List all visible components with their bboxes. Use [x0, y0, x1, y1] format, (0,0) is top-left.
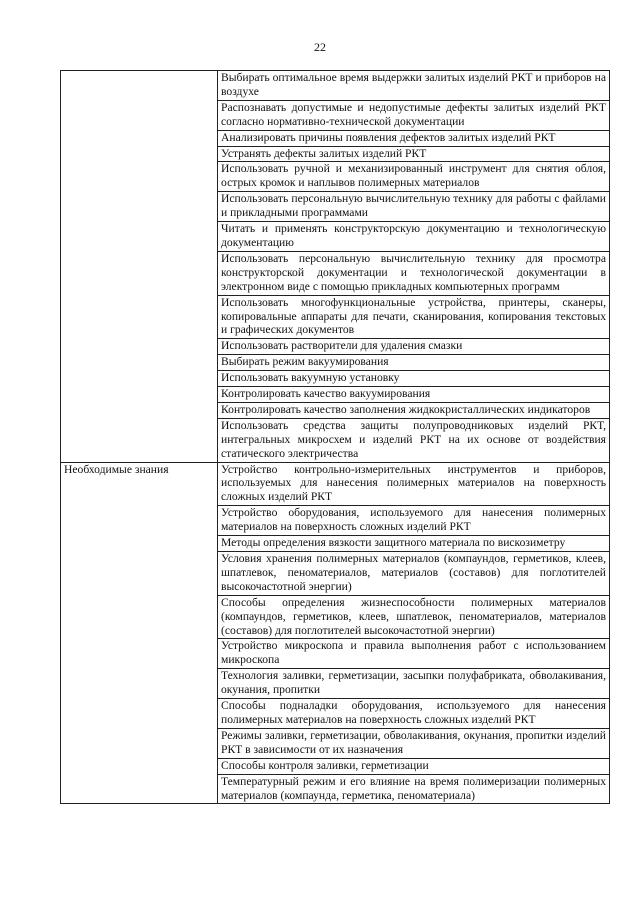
requirement-item: Способы подналадки оборудования, используемого для нанесения полимерных материалов на поверхность сложных изделий РКТ	[218, 699, 610, 729]
page-number: 22	[314, 40, 326, 54]
requirement-item: Устранять дефекты залитых изделий РКТ	[218, 146, 610, 162]
requirement-item: Читать и применять конструкторскую документацию и технологическую документацию	[218, 222, 610, 252]
requirement-item: Использовать многофункциональные устройства, принтеры, сканеры, копировальные аппараты для печати, сканирования, копирования текстовых и графических документов	[218, 295, 610, 339]
requirement-item: Устройство оборудования, используемого для нанесения полимерных материалов на поверхность сложных изделий РКТ	[218, 506, 610, 536]
requirement-item: Устройство контрольно-измерительных инструментов и приборов, используемых для нанесения полимерных материалов на поверхность сложных изделий РКТ	[218, 462, 610, 506]
requirement-item: Технология заливки, герметизации, засыпки полуфабриката, обволакивания, окунания, пропитки	[218, 669, 610, 699]
requirement-item: Выбирать режим вакуумирования	[218, 355, 610, 371]
requirement-item: Методы определения вязкости защитного материала по вискозиметру	[218, 536, 610, 552]
table-row	[61, 462, 610, 506]
requirement-item: Использовать ручной и механизированный инструмент для снятия облоя, острых кромок и наплывов полимерных материалов	[218, 162, 610, 192]
requirement-item: Способы контроля заливки, герметизации	[218, 758, 610, 774]
requirements-table	[60, 70, 610, 804]
requirement-item: Использовать растворители для удаления смазки	[218, 339, 610, 355]
requirement-item: Условия хранения полимерных материалов (компаундов, герметиков, клеев, шпатлевок, пеноматериалов, материалов (составов) для поглотителей высокочастотной энергии)	[218, 552, 610, 596]
requirement-item: Режимы заливки, герметизации, обволакивания, окунания, пропитки изделий РКТ в зависимости от их назначения	[218, 728, 610, 758]
requirement-item: Использовать персональную вычислительную технику для работы с файлами и прикладными программами	[218, 192, 610, 222]
requirement-item: Использовать персональную вычислительную технику для просмотра конструкторской документации и технологической документации в электронном виде с помощью прикладных компьютерных программ	[218, 251, 610, 295]
table-row	[61, 71, 610, 101]
section-label	[61, 71, 218, 463]
requirement-item: Контролировать качество вакуумирования	[218, 387, 610, 403]
requirement-item: Использовать вакуумную установку	[218, 371, 610, 387]
requirement-item: Использовать средства защиты полупроводниковых изделий РКТ, интегральных микросхем и изделий РКТ на их основе от воздействия статического электричества	[218, 418, 610, 462]
table-body	[61, 71, 610, 804]
requirement-item: Выбирать оптимальное время выдержки залитых изделий РКТ и приборов на воздухе	[218, 71, 610, 101]
requirement-item: Распознавать допустимые и недопустимые дефекты залитых изделий РКТ согласно нормативно-технической документации	[218, 100, 610, 130]
requirement-item: Контролировать качество заполнения жидкокристаллических индикаторов	[218, 402, 610, 418]
section-label: Необходимые знания	[61, 462, 218, 804]
requirement-item: Устройство микроскопа и правила выполнения работ с использованием микроскопа	[218, 639, 610, 669]
requirement-item: Температурный режим и его влияние на время полимеризации полимерных материалов (компаунда, герметика, пеноматериала)	[218, 774, 610, 804]
requirement-item: Способы определения жизнеспособности полимерных материалов (компаундов, герметиков, клеев, шпатлевок, пеноматериалов, материалов (составов) для поглотителей высокочастотной энергии)	[218, 595, 610, 639]
requirement-item: Анализировать причины появления дефектов залитых изделий РКТ	[218, 130, 610, 146]
